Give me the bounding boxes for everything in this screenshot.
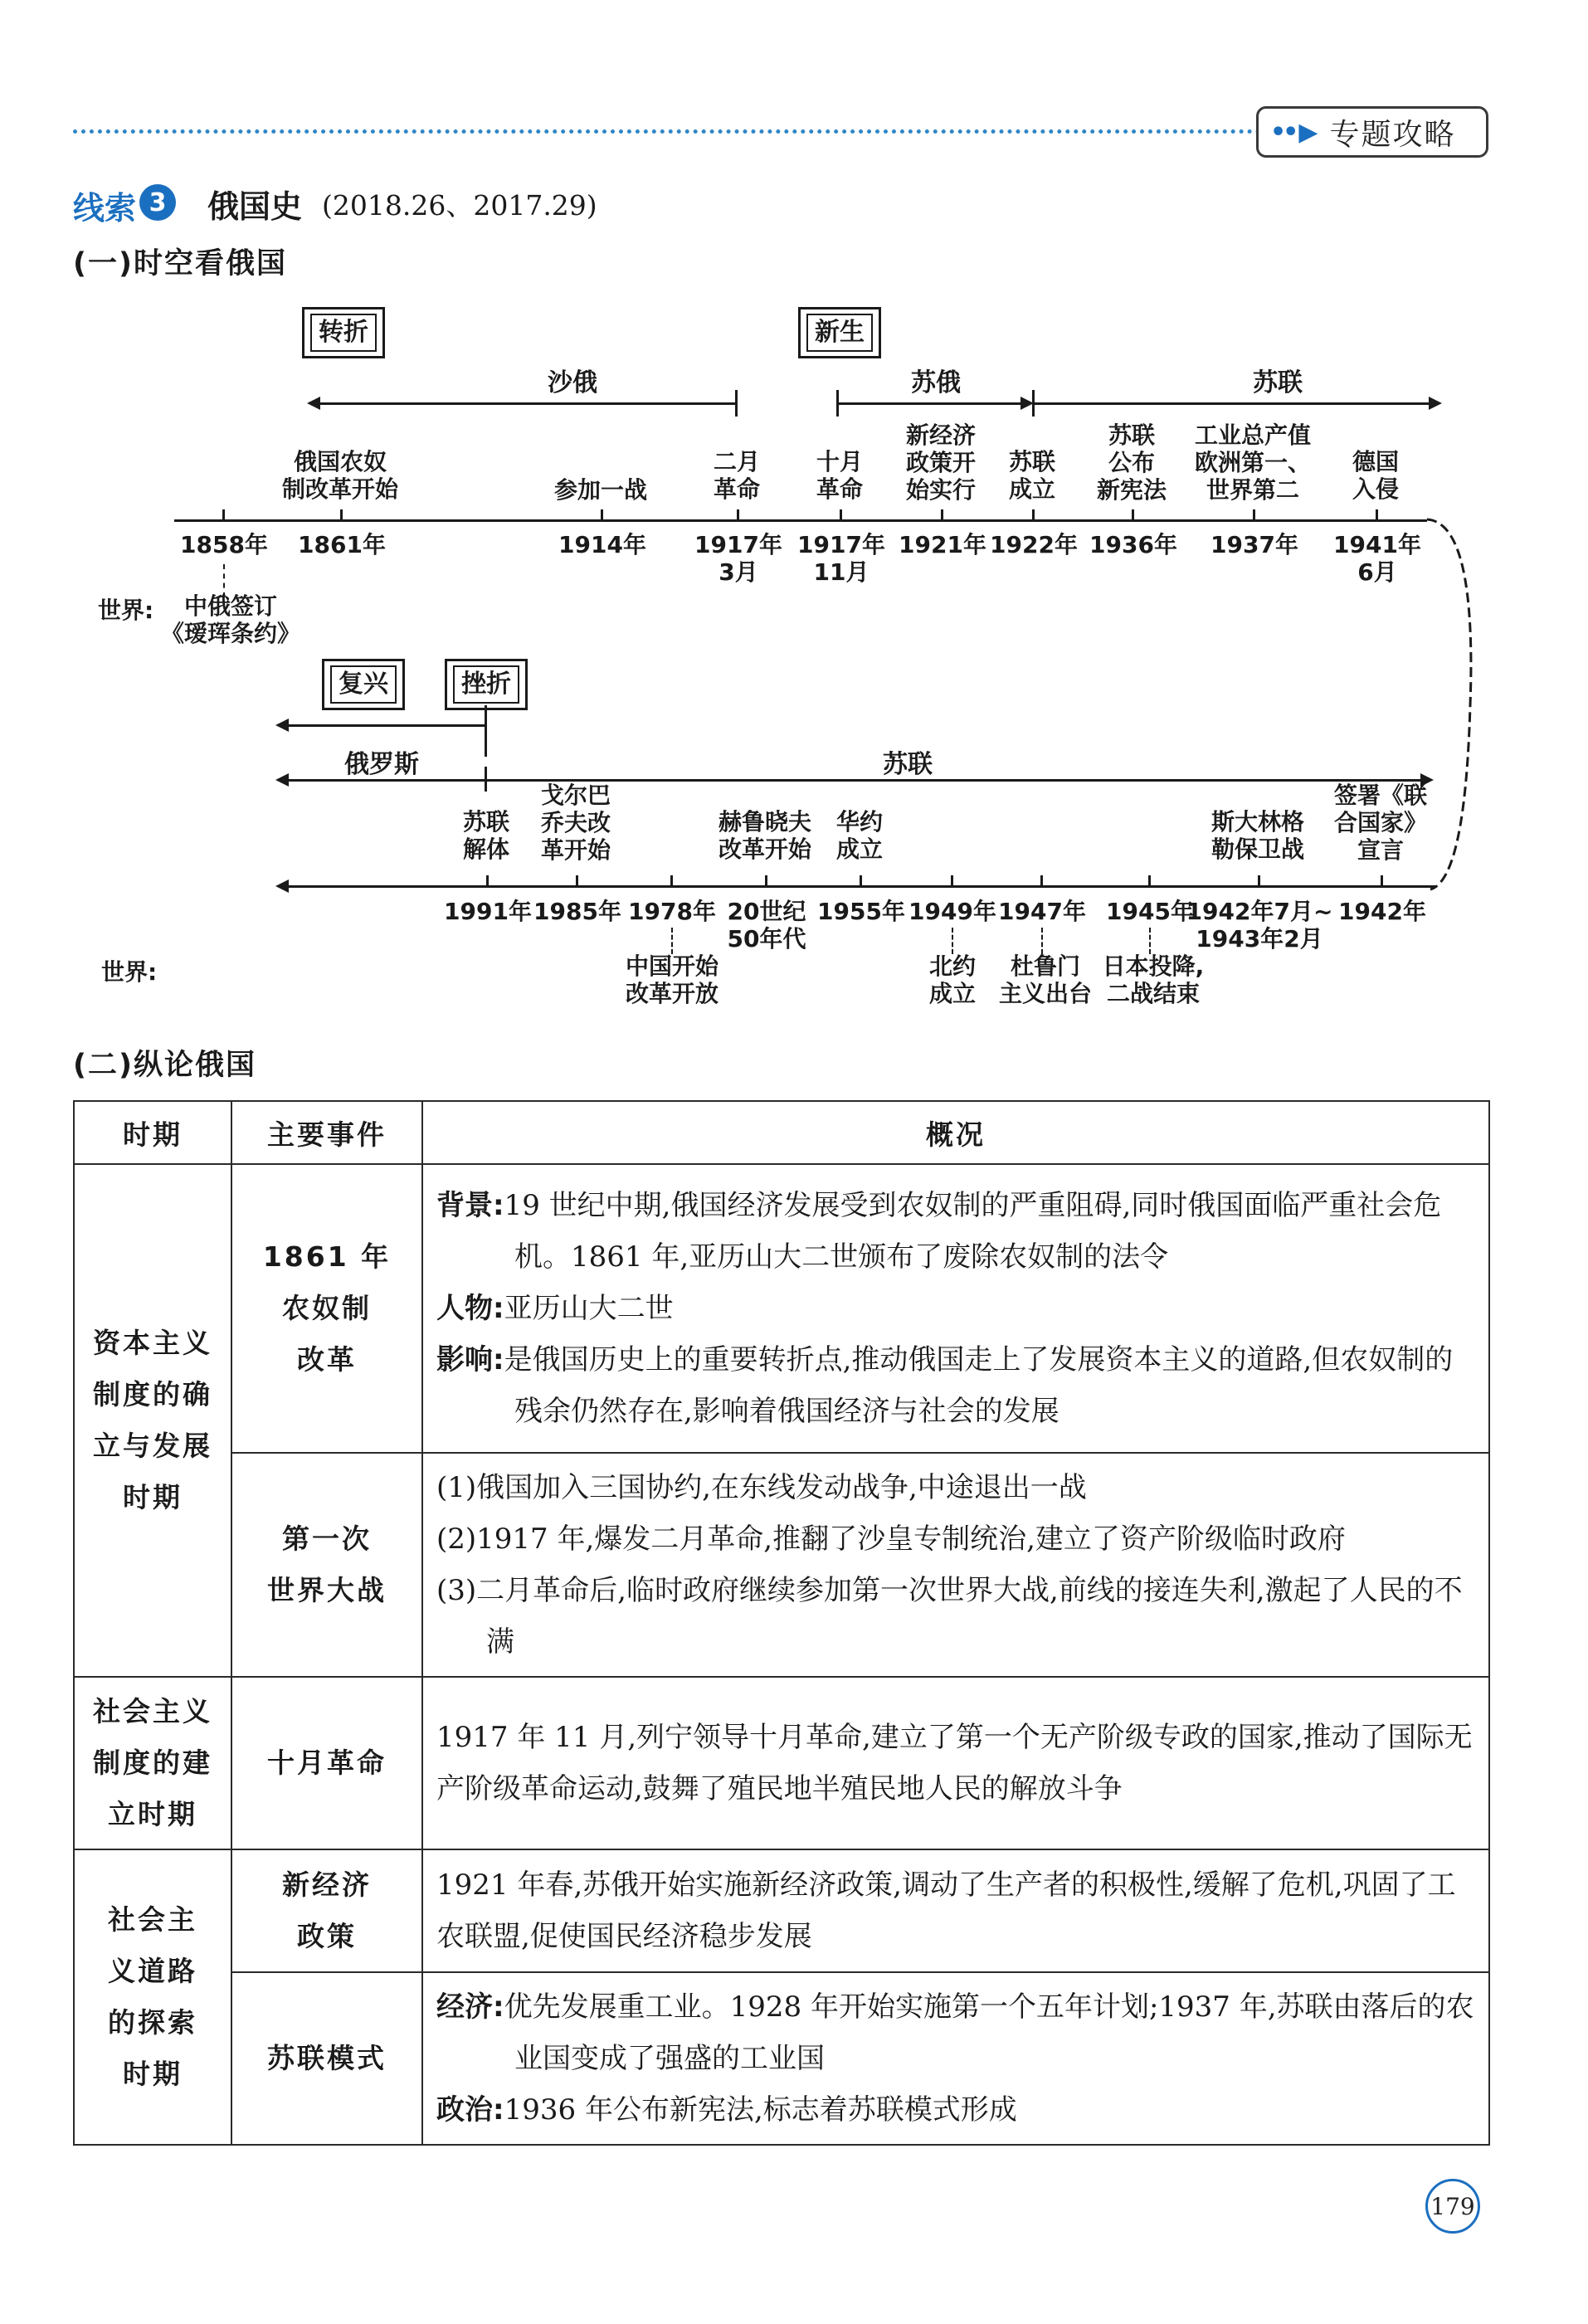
desc-ww1-line1: (1)俄国加入三国协约,在东线发动战争,中途退出一战 xyxy=(436,1471,1087,1504)
event-un-declaration: 签署《联 合国家》 宣言 xyxy=(1333,782,1428,865)
event-ussr-founded: 苏联 成立 xyxy=(1008,448,1056,504)
date-1991: 1991年 xyxy=(444,898,532,925)
event-serf-reform-cell: 1861 年 农奴制 改革 xyxy=(231,1164,422,1453)
tick xyxy=(951,875,953,885)
event-new-constitution: 苏联 公布 新宪法 xyxy=(1096,421,1167,504)
date-1941-june: 1941年 6月 xyxy=(1333,531,1421,587)
span-label-tsarist: 沙俄 xyxy=(548,368,597,397)
date-1917-november: 1917年 11月 xyxy=(797,531,885,587)
page-number: 179 xyxy=(1425,2179,1480,2234)
span-label-soviet-russia: 苏俄 xyxy=(911,368,961,397)
date-1861: 1861年 xyxy=(298,531,386,558)
clue-number-badge: 3 xyxy=(139,184,176,221)
event-february-revolution: 二月 革命 xyxy=(713,448,761,504)
box-revival: 复兴 xyxy=(322,659,405,710)
desc-october-revolution: 1917 年 11 月,列宁领导十月革命,建立了第一个无产阶级专政的国家,推动了国际无产阶级革命运动,鼓舞了殖民地半殖民地人民的解放斗争 xyxy=(422,1677,1489,1849)
event-industrial-output: 工业总产值 欧洲第一、 世界第二 xyxy=(1194,421,1312,504)
world-event-truman-doctrine: 杜鲁门 主义出台 xyxy=(998,952,1093,1008)
span-line-russia xyxy=(287,724,486,727)
date-1922: 1922年 xyxy=(990,531,1078,558)
event-gorbachev-reform: 戈尔巴 乔夫改 革开始 xyxy=(540,782,611,865)
span-end-russia xyxy=(485,705,487,757)
world-label-bottom: 世界: xyxy=(101,958,158,986)
tick xyxy=(601,509,603,519)
period-socialism-establish: 社会主义 制度的建 立时期 xyxy=(74,1677,231,1849)
span-line-ussr xyxy=(1034,402,1432,405)
desc-person: 人物:亚历山大二世 xyxy=(436,1292,674,1325)
desc-politics: 政治:1936 年公布新宪法,标志着苏联模式形成 xyxy=(436,2093,1017,2127)
dashed-connector xyxy=(1149,928,1151,954)
date-1955: 1955年 xyxy=(817,898,905,925)
tick xyxy=(737,509,739,519)
tick xyxy=(576,875,578,885)
arrow-right-icon: ▶ xyxy=(1298,117,1318,147)
date-1921: 1921年 xyxy=(899,531,986,558)
date-1917-march: 1917年 3月 xyxy=(694,531,782,587)
table-row xyxy=(74,1164,1489,1453)
dashed-connector xyxy=(952,928,953,954)
world-label-top: 世界: xyxy=(98,597,154,624)
event-stalingrad: 斯大林格 勒保卫战 xyxy=(1210,808,1305,864)
span-end-tsarist xyxy=(735,390,738,417)
tick xyxy=(340,509,343,519)
event-october-revolution-cell: 十月革命 xyxy=(231,1677,422,1849)
tick xyxy=(1376,509,1378,519)
clue-label: 线索 xyxy=(73,190,137,227)
date-1858: 1858年 xyxy=(180,531,268,558)
box-rebirth: 新生 xyxy=(798,307,881,358)
event-soviet-model-cell: 苏联模式 xyxy=(231,1972,422,2145)
date-1950s: 20世纪 50年代 xyxy=(727,898,806,953)
header-section-tag xyxy=(1256,106,1488,158)
header-main-event: 主要事件 xyxy=(231,1101,422,1164)
date-1985: 1985年 xyxy=(533,898,621,925)
tick xyxy=(765,875,767,885)
section-title-overview: (二)纵论俄国 xyxy=(73,1049,256,1082)
date-1937: 1937年 xyxy=(1210,531,1298,558)
world-event-nato: 北约 成立 xyxy=(928,952,977,1008)
event-khrushchev-reform: 赫鲁晓夫 改革开始 xyxy=(718,808,812,864)
span-label-ussr-bottom: 苏联 xyxy=(883,750,933,779)
desc-ww1-line2: (2)1917 年,爆发二月革命,推翻了沙皇专制统治,建立了资产阶级临时政府 xyxy=(436,1523,1346,1556)
tick xyxy=(1040,875,1043,885)
desc-soviet-model xyxy=(422,1972,1489,2145)
desc-serf-reform xyxy=(422,1164,1489,1453)
desc-background: 背景:19 世纪中期,俄国经济发展受到农奴制的严重阻碍,同时俄国面临严重社会危机。1861 年,亚历山大二世颁布了废除农奴制的法令 xyxy=(436,1189,1442,1274)
span-line-tsarist xyxy=(319,402,735,405)
event-ussr-dissolution: 苏联 解体 xyxy=(462,808,510,864)
event-nep-cell: 新经济 政策 xyxy=(231,1849,422,1972)
timeline-bottom-axis xyxy=(287,885,1435,888)
tick xyxy=(1132,509,1134,519)
tick xyxy=(1148,875,1151,885)
date-1936: 1936年 xyxy=(1089,531,1177,558)
clue-title: 俄国史 xyxy=(207,188,303,225)
table-row xyxy=(74,1849,1489,1972)
date-1914: 1914年 xyxy=(558,531,646,558)
dashed-connector xyxy=(1041,928,1043,954)
event-german-invasion: 德国 入侵 xyxy=(1352,448,1400,504)
desc-impact: 影响:是俄国历史上的重要转折点,推动俄国走上了发展资本主义的道路,但农奴制的残余仍然存在,影响着俄国经济与社会的发展 xyxy=(436,1343,1454,1428)
event-nep: 新经济 政策开 始实行 xyxy=(905,421,977,504)
world-event-aigun-treaty: 中俄签订 《瑷珲条约》 xyxy=(160,592,301,648)
date-1942: 1942年 xyxy=(1338,898,1426,925)
clue-exam-reference: (2018.26、2017.29) xyxy=(322,189,597,222)
desc-nep: 1921 年春,苏俄开始实施新经济政策,调动了生产者的积极性,缓解了危机,巩固了工农联盟,促使国民经济稳步发展 xyxy=(422,1849,1489,1972)
event-enter-ww1: 参加一战 xyxy=(553,476,648,504)
world-event-japan-surrender: 日本投降, 二战结束 xyxy=(1102,952,1205,1008)
span-marker xyxy=(485,767,487,792)
span-label-russia: 俄罗斯 xyxy=(344,750,419,779)
span-line-ussr-bottom xyxy=(287,779,1424,782)
span-label-ussr: 苏联 xyxy=(1253,368,1303,397)
event-serf-reform: 俄国农奴 制改革开始 xyxy=(281,448,399,504)
table-row xyxy=(74,1972,1489,2145)
header-dotted-rule xyxy=(73,129,1261,134)
period-socialist-exploration: 社会主 义道路 的探索 时期 xyxy=(74,1849,231,2145)
tick xyxy=(486,875,489,885)
timeline-top-axis xyxy=(174,519,1427,522)
event-warsaw-pact: 华约 成立 xyxy=(835,808,884,864)
table-row xyxy=(74,1453,1489,1677)
tick xyxy=(222,509,225,519)
box-turning-point: 转折 xyxy=(302,307,385,358)
header-tag-text: 专题攻略 xyxy=(1329,117,1456,152)
tick xyxy=(941,509,943,519)
table-row xyxy=(74,1677,1489,1849)
dots-icon: •• xyxy=(1270,117,1296,147)
box-setback: 挫折 xyxy=(445,659,528,710)
date-1945: 1945年 xyxy=(1106,898,1194,925)
header-overview: 概况 xyxy=(422,1101,1489,1164)
tick xyxy=(1258,875,1260,885)
tick xyxy=(860,875,862,885)
span-line-soviet-russia xyxy=(838,402,1027,405)
date-1947: 1947年 xyxy=(998,898,1086,925)
tick xyxy=(840,509,842,519)
tick xyxy=(1253,509,1255,519)
date-1942-1943: 1942年7月~ 1943年2月 xyxy=(1186,898,1333,953)
world-event-china-reform: 中国开始 改革开放 xyxy=(625,952,719,1008)
tick xyxy=(1032,509,1035,519)
event-october-revolution: 十月 革命 xyxy=(816,448,864,504)
desc-ww1-line3: (3)二月革命后,临时政府继续参加第一次世界大战,前线的接连失利,激起了人民的不满 xyxy=(436,1574,1463,1659)
dashed-connector xyxy=(671,928,673,954)
header-period: 时期 xyxy=(74,1101,231,1164)
tick xyxy=(670,875,673,885)
period-capitalism: 资本主义 制度的确 立与发展 时期 xyxy=(74,1164,231,1677)
desc-economy: 经济:优先发展重工业。1928 年开始实施第一个五年计划;1937 年,苏联由落后的农业国变成了强盛的工业国 xyxy=(436,1990,1474,2075)
date-1949: 1949年 xyxy=(908,898,996,925)
date-1978: 1978年 xyxy=(628,898,716,925)
table-header-row xyxy=(74,1101,1489,1164)
arrow-right-icon xyxy=(1429,397,1442,410)
section-title-timespace: (一)时空看俄国 xyxy=(73,247,287,280)
tick xyxy=(1381,875,1383,885)
russia-history-table xyxy=(73,1100,1490,2146)
event-ww1-cell: 第一次 世界大战 xyxy=(231,1453,422,1677)
desc-ww1 xyxy=(422,1453,1489,1677)
